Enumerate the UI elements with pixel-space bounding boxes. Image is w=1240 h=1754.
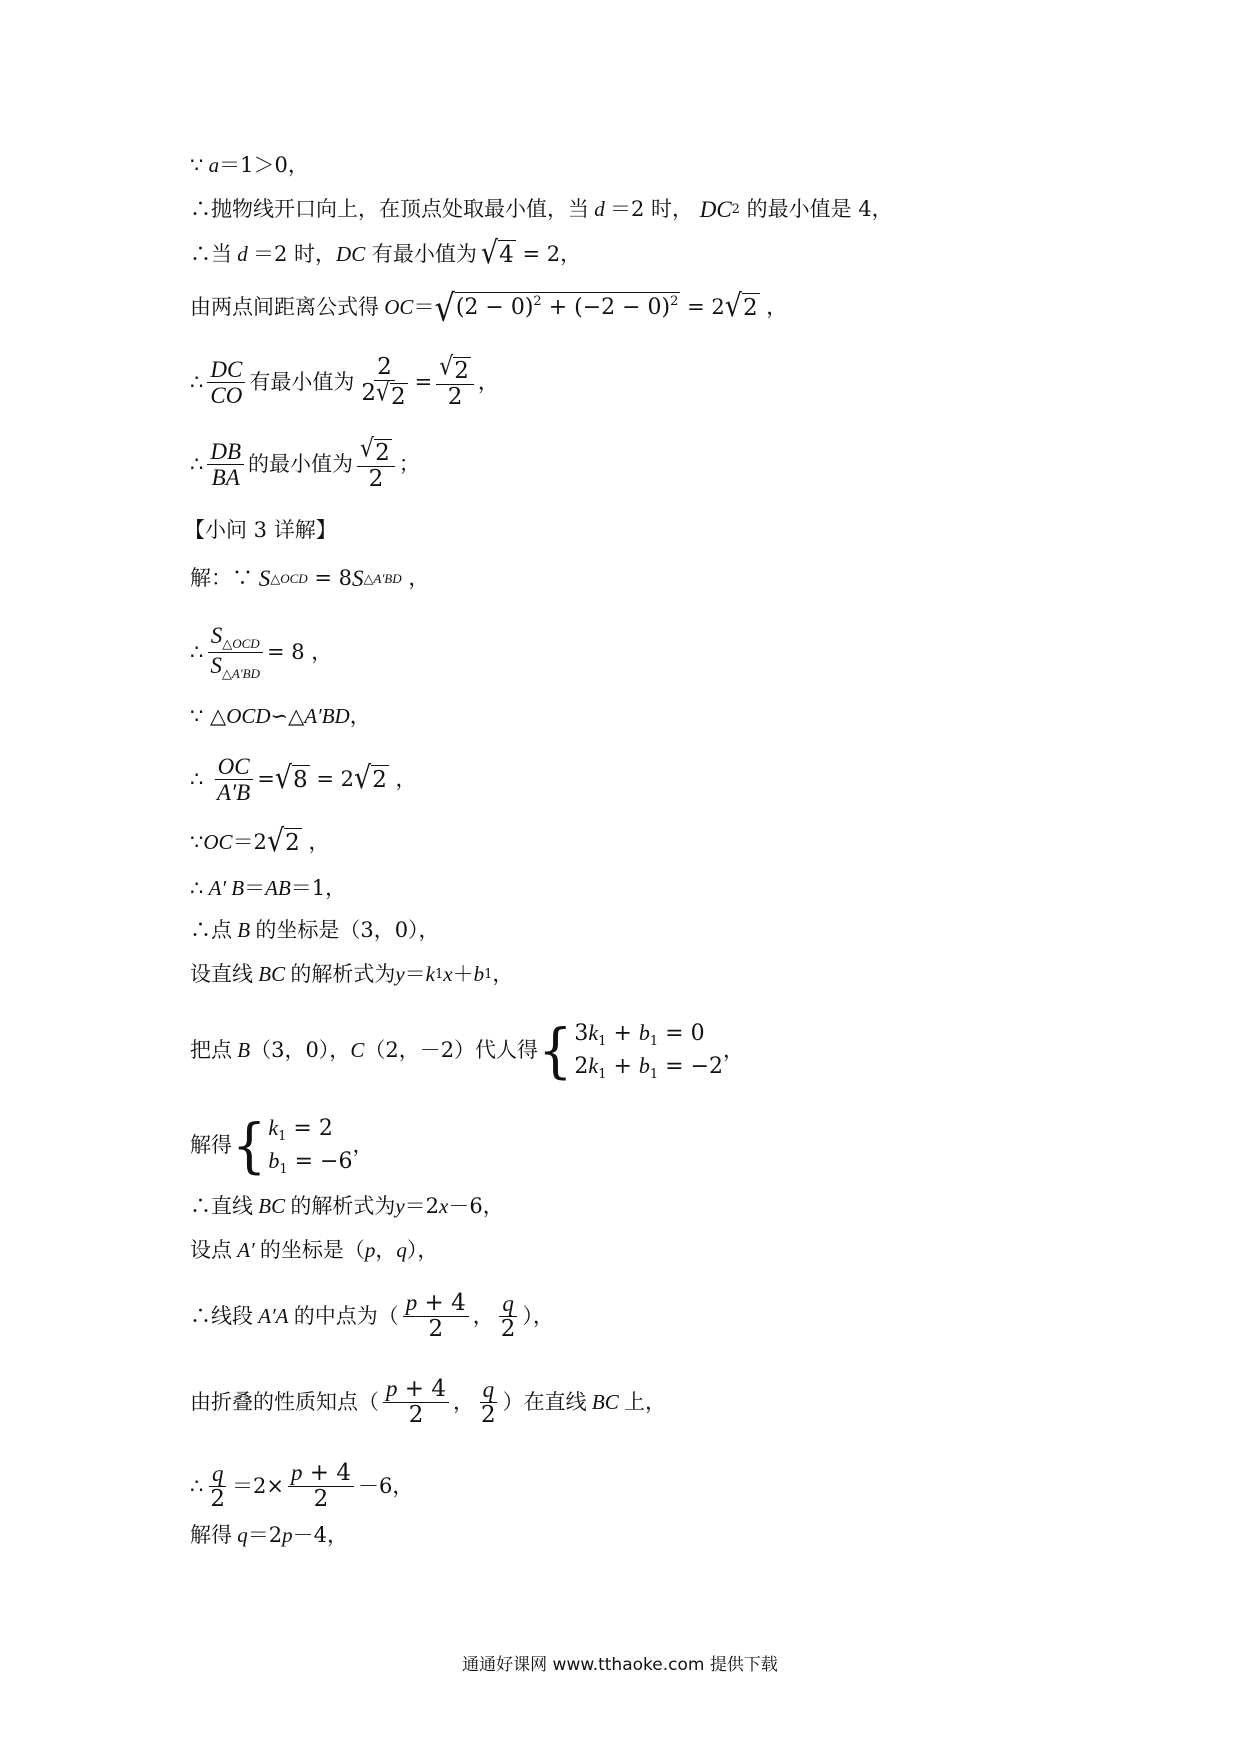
line-18: ∴直线 BC 的解析式为 y ＝2 x －6， xyxy=(190,1194,504,1218)
line-8: 解：∵ S △OCD = 8 S △A′BD ， xyxy=(190,566,430,591)
line-11: ∴ $\frac{OC}{A'B}$ = √ 8 = 2 √ 2 ， xyxy=(190,754,417,806)
line-1: ∵ a ＝1＞0， xyxy=(190,153,309,177)
line-23: 解得 q ＝2 p －4， xyxy=(190,1523,348,1547)
line-4: 由两点间距离公式得 OC ＝ √ $(2 - 0)^2 + (-2 - 0)^2$ = 2 √ 2 ， xyxy=(190,286,788,330)
line-19: 设点 A′ 的坐标是（ p ， q ）， xyxy=(190,1238,439,1262)
line-15: 设直线 BC 的解析式为 y ＝ k 1 x ＋ b 1 ， xyxy=(190,962,514,986)
line-9: ∴ $\frac{S_{\triangle OCD}}{S_{\triangle A'BD}}$ = 8 ， xyxy=(190,623,333,683)
line-21: 由折叠的性质知点（ $\frac{p + 4}{2}$ ， $\frac{q}{2}$ ）在直线 BC 上， xyxy=(190,1376,667,1429)
line-7: 【小问 3 详解】 xyxy=(184,518,337,542)
line-2: ∴抛物线开口向上，在顶点处取最小值，当 d ＝2 时， DC 2 的最小值是 4， xyxy=(190,197,893,222)
line-17: 解得 { $k_1 = 2$ $b_1 = -6$ ， xyxy=(190,1110,374,1180)
line-22: ∴ $\frac{q}{2}$ ＝2× $\frac{p + 4}{2}$ －6， xyxy=(190,1460,414,1513)
line-6: ∴ $\frac{DB}{BA}$ 的最小值为 √ 2 2 ； xyxy=(190,434,420,493)
line-20: ∴线段 A′A 的中点为（ $\frac{p + 4}{2}$ ， $\frac{q}{2}$ ）， xyxy=(190,1290,554,1343)
line-12: ∵ OC ＝2 √ 2 ， xyxy=(190,823,330,860)
line-3: ∴当 d ＝2 时， DC 有最小值为 √ 4 = 2， xyxy=(190,235,582,272)
line-13: ∴ A′ B ＝ AB ＝1， xyxy=(190,876,347,900)
line-10: ∵ △ OCD ∽△ A′BD ， xyxy=(190,704,371,728)
line-14: ∴点 B 的坐标是（3，0）， xyxy=(190,918,440,942)
line-5: ∴ $\frac{DC}{CO}$ 有最小值为 2 2 √ 2 = √ 2 2 ， xyxy=(190,352,499,411)
footer-source: 通通好课网 www.tthaoke.com 提供下载 xyxy=(462,1655,778,1675)
line-16: 把点 B （3，0）， C （2，－2）代人得 { $3k_1 + b_1 = 0$ $2k_1 + b_1 = -2$ ， xyxy=(190,1015,745,1085)
